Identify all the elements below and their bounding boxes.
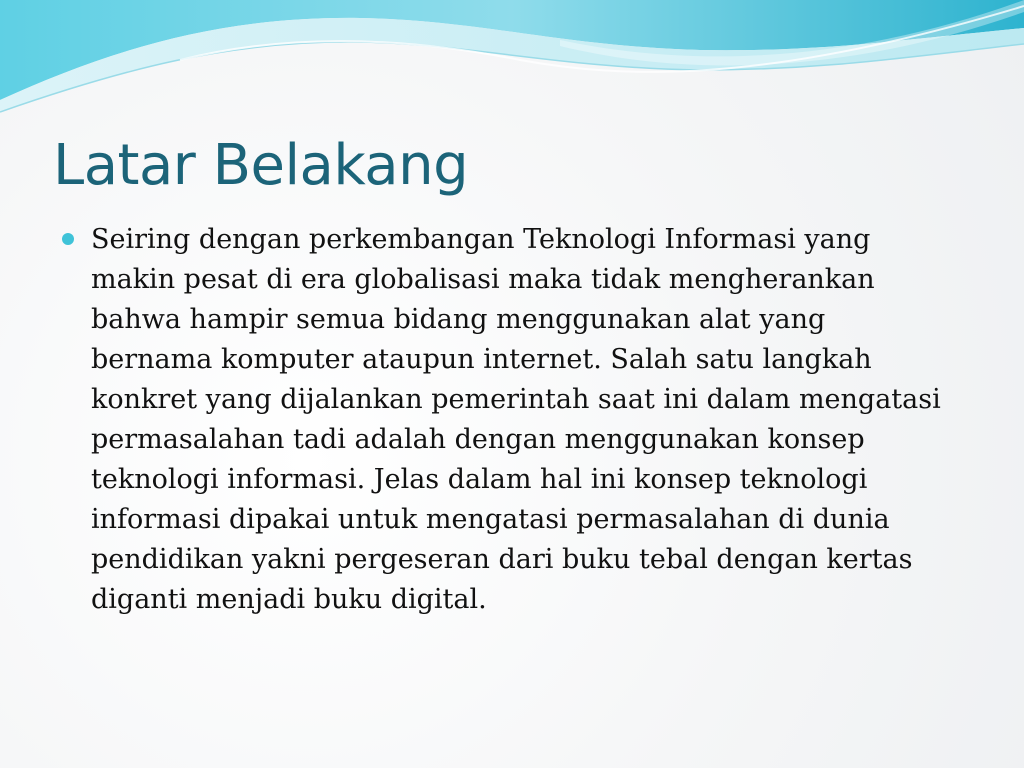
bullet-dot-icon (62, 233, 74, 245)
bullet-item (62, 220, 962, 620)
slide-title: Latar Belakang (53, 133, 469, 198)
header-wave-decoration (0, 0, 1024, 120)
bullet-text: Seiring dengan perkembangan Teknologi Informasi yang makin pesat di era globalisasi maka tidak mengherankan bahwa hampir semua bidang menggunakan alat yang bernama komputer ataupun internet. Salah satu langkah konkret yang dijalankan pemerintah saat ini dalam mengatasi permasalahan tadi adalah dengan menggunakan konsep teknologi informasi. Jelas dalam hal ini konsep teknologi informasi dipakai untuk mengatasi permasalahan di dunia pendidikan yakni pergeseran dari buku tebal dengan kertas diganti menjadi buku digital. (91, 224, 941, 615)
slide-body (62, 220, 962, 620)
